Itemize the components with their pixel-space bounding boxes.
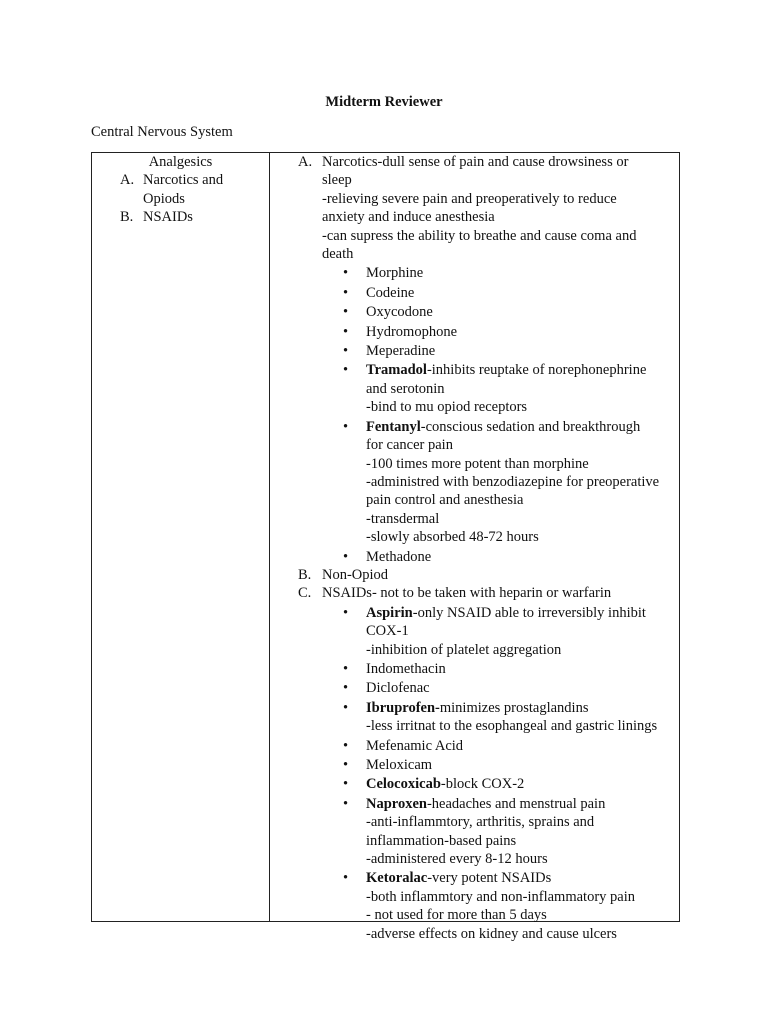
list-item-text: Narcotics and [143,172,224,189]
bullet-icon: • [343,680,349,697]
section-title: Central Nervous System [91,124,233,140]
list-marker: C. [298,585,312,602]
right-list-continued [270,566,681,603]
drug-note: inflammation-based pains [366,832,517,849]
list-item [270,323,681,341]
drug-name: Meloxicam [366,757,433,773]
drug-note: - not used for more than 5 days [366,907,547,924]
list-item [270,660,681,678]
bullet-icon: • [343,343,349,360]
list-item [270,548,681,566]
notes-table [91,152,680,942]
left-heading: Analgesics [148,154,213,170]
bullet-icon: • [343,548,349,565]
drug-note: -only NSAID able to irreversibly inhibit [412,604,646,621]
drug-note: -inhibits reuptake of norephonephrine [426,362,647,379]
list-item [270,303,681,321]
bullet-icon: • [343,604,349,621]
left-column [92,153,269,227]
drug-name: Oxycodone [366,304,433,321]
narcotics-drug-list [270,264,681,566]
drug-note: -headaches and menstrual pain [426,795,606,812]
list-marker: B. [120,209,134,226]
drug-name: Fentanyl [366,418,421,435]
drug-note: minimizes prostaglandins [439,699,589,716]
bullet-icon: • [343,737,349,754]
list-item [270,264,681,282]
drug-name: Ketoralac [366,870,428,887]
drug-name: Meperadine [366,343,436,360]
bullet-icon: • [343,362,349,379]
list-item-text: Opiods [143,190,185,207]
drug-note: -administered every 8-12 hours [366,851,548,868]
list-item [92,171,269,208]
nsaid-drug-list [270,604,681,943]
right-list [270,153,681,263]
list-item-c [270,584,681,602]
bullet-icon: • [343,699,349,716]
drug-note: -100 times more potent than morphine [366,455,589,472]
list-item [270,342,681,360]
list-item-a [270,153,681,263]
drug-note: pain control and anesthesia [366,492,524,509]
drug-name: Mefenamic Acid [366,737,464,754]
left-list [92,171,269,226]
text-line: -can supress the ability to breathe and cause coma and [322,227,637,244]
list-item [270,604,681,659]
bullet-icon: • [343,284,349,301]
drug-name: Indomethacin [366,660,446,677]
drug-name: Methadone [366,548,432,565]
drug-name: Ibruprofen- [366,699,440,716]
text-line: Narcotics-dull sense of pain and cause drowsiness or [322,154,629,170]
drug-name: Morphine [366,265,424,282]
text-line: death [322,246,354,263]
drug-name: Codeine [366,284,415,301]
list-item [270,418,681,547]
list-item-b [270,566,681,584]
list-item [270,775,681,793]
bullet-icon: • [343,776,349,793]
drug-note: -transdermal [366,510,440,527]
text-line: NSAIDs- not to be taken with heparin or warfarin [322,585,612,602]
page-title: Midterm Reviewer [325,94,443,110]
right-column [270,153,681,943]
drug-note: -less irritnat to the esophangeal and gastric linings [366,718,658,735]
drug-note: -inhibition of platelet aggregation [366,641,562,658]
drug-note: -bind to mu opiod receptors [366,399,528,416]
bullet-icon: • [343,323,349,340]
list-item [270,284,681,302]
drug-name: Tramadol [366,362,427,379]
drug-note: -adverse effects on kidney and cause ulcers [366,925,617,942]
drug-name: Hydromophone [366,323,458,340]
drug-note: -both inflammtory and non-inflammatory pain [366,888,635,905]
list-marker: B. [298,566,312,583]
drug-name: Naproxen [366,795,427,812]
drug-note: for cancer pain [366,437,453,454]
drug-note: -conscious sedation and breakthrough [420,418,641,435]
text-line: -relieving severe pain and preoperatively to reduce [322,190,617,207]
list-marker: A. [120,172,135,189]
text-line: Non-Opiod [322,566,389,583]
list-item [270,699,681,736]
list-item [92,208,269,226]
drug-name: Aspirin [366,604,413,621]
drug-note: -very potent NSAIDs [427,870,552,887]
list-item [270,795,681,869]
drug-note: COX-1 [366,623,409,640]
bullet-icon: • [343,870,349,887]
text-line: sleep [322,172,352,189]
bullet-icon: • [343,265,349,282]
drug-note: -administred with benzodiazepine for preoperative [366,473,660,490]
drug-note: -block COX-2 [440,776,525,793]
bullet-icon: • [343,304,349,321]
drug-note: -slowly absorbed 48-72 hours [366,529,539,546]
bullet-icon: • [343,795,349,812]
list-item-text: NSAIDs [143,209,193,226]
bullet-icon: • [343,757,349,773]
list-item [270,361,681,416]
bullet-icon: • [343,418,349,435]
list-item [270,756,681,774]
list-item [270,737,681,755]
list-item [270,679,681,697]
drug-name: Diclofenac [366,680,430,697]
list-item [270,869,681,943]
bullet-icon: • [343,660,349,677]
list-marker: A. [298,154,313,170]
text-line: anxiety and induce anesthesia [322,209,495,226]
drug-name: Celocoxicab [366,776,441,793]
drug-note: -anti-inflammtory, arthritis, sprains and [366,814,595,831]
drug-note: and serotonin [366,380,445,397]
